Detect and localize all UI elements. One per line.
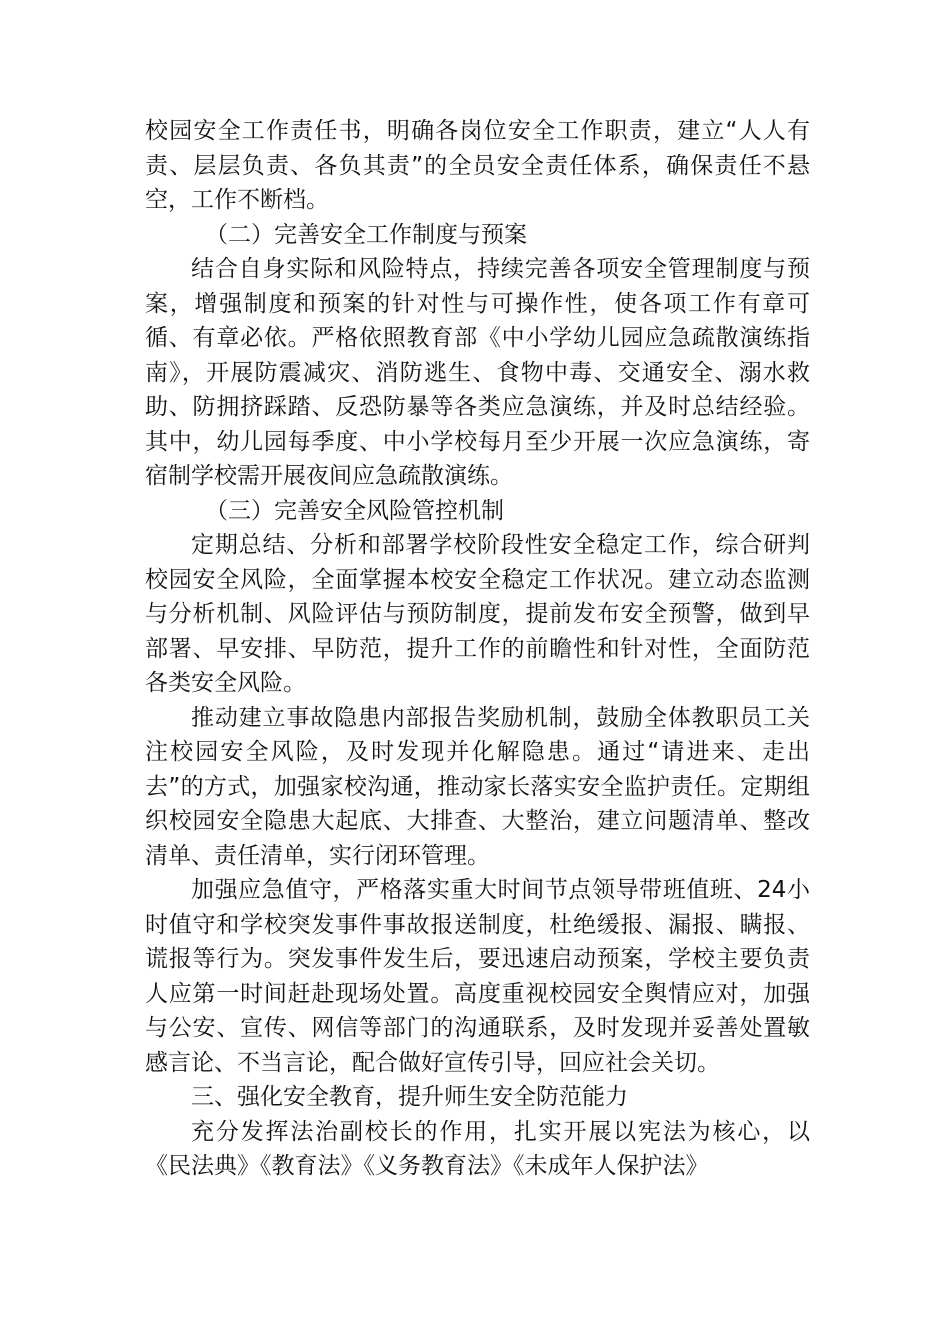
paragraph-risk-analysis: 定期总结、分析和部署学校阶段性安全稳定工作，综合研判校园安全风险，全面掌握本校安全稳定工作状况。建立动态监测与分析机制、风险评估与预防制度，提前发布安全预警，做到早部署、早安排、早防范，提升工作的前瞻性和针对性，全面防范各类安全风险。 (145, 532, 810, 696)
paragraph-system-plan: 结合自身实际和风险特点，持续完善各项安全管理制度与预案，增强制度和预案的针对性与可操作性，使各项工作有章可循、有章必依。严格依照教育部《中小学幼儿园应急疏散演练指南》，开展防震减灾、消防逃生、食物中毒、交通安全、溺水救助、防拥挤踩踏、反恐防暴等各类应急演练，并及时总结经验。其中，幼儿园每季度、中小学校每月至少开展一次应急演练，寄宿制学校需开展夜间应急疏散演练。 (145, 256, 810, 489)
subheading-improve-system (145, 218, 810, 253)
paragraph-hazard-reporting: 推动建立事故隐患内部报告奖励机制，鼓励全体教职员工关注校园安全风险，及时发现并化解隐患。通过“请进来、走出去”的方式，加强家校沟通，推动家长落实安全监护责任。定期组织校园安全隐患大起底、大排查、大整治，建立问题清单、整改清单、责任清单，实行闭环管理。 (145, 704, 810, 869)
subheading-risk-control (145, 494, 810, 529)
section-heading-safety-education: 三、强化安全教育，提升师生安全防范能力 (191, 1084, 628, 1110)
subheading-text: （三）完善安全风险管控机制 (205, 497, 504, 524)
paragraph-legal-education: 充分发挥法治副校长的作用，扎实开展以宪法为核心，以《民法典》《教育法》《义务教育法》《未成年人保护法》 (145, 1118, 810, 1179)
paragraph-continuation: 校园安全工作责任书，明确各岗位安全工作职责，建立“人人有责、层层负责、各负其责”的全员安全责任体系，确保责任不悬空，工作不断档。 (145, 118, 810, 213)
paragraph-emergency-duty: 加强应急值守，严格落实重大时间节点领导带班值班、24小时值守和学校突发事件事故报送制度，杜绝缓报、漏报、瞒报、谎报等行为。突发事件发生后，要迅速启动预案，学校主要负责人应第一时间赶赴现场处置。高度重视校园安全舆情应对，加强与公安、宣传、网信等部门的沟通联系，及时发现并妥善处置敏感言论、不当言论，配合做好宣传引导，回应社会关切。 (145, 877, 810, 1076)
document-body (145, 114, 810, 1184)
subheading-text: （二）完善安全工作制度与预案 (205, 221, 527, 248)
